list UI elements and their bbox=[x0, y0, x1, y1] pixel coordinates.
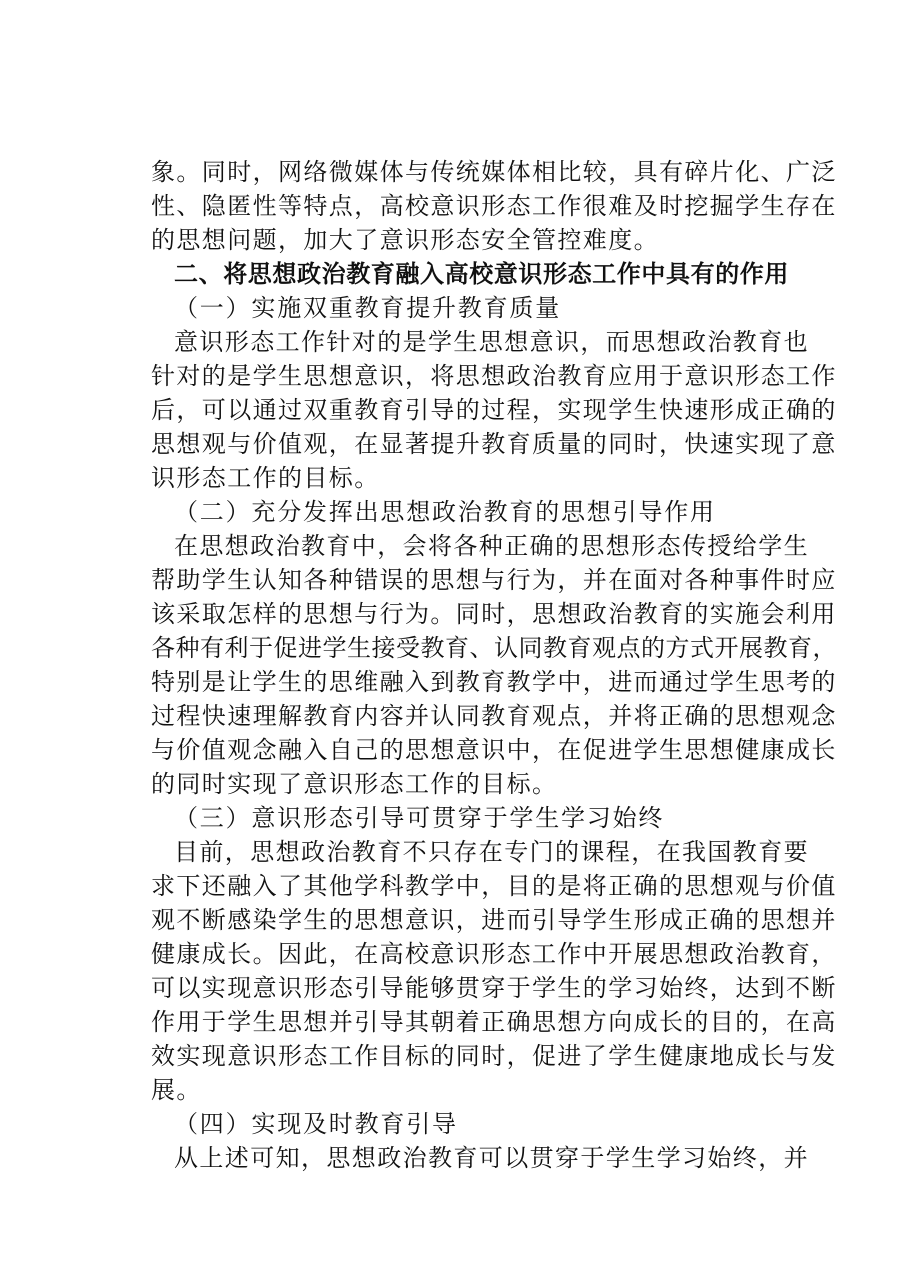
body-text-line: 后，可以通过双重教育引导的过程，实现学生快速形成正确的 bbox=[151, 396, 837, 424]
body-text-line: 可以实现意识形态引导能够贯穿于学生的学习始终，达到不断 bbox=[151, 974, 837, 1002]
body-text-line: 帮助学生认知各种错误的思想与行为，并在面对各种事件时应 bbox=[151, 566, 837, 594]
subsection-heading: （四）实现及时教育引导 bbox=[174, 1110, 458, 1138]
body-text-line: 识形态工作的目标。 bbox=[151, 464, 380, 492]
body-text-line: 展。 bbox=[151, 1076, 202, 1104]
body-text-line: 该采取怎样的思想与行为。同时，思想政治教育的实施会利用 bbox=[151, 600, 837, 628]
body-text-line: 健康成长。因此，在高校意识形态工作中开展思想政治教育， bbox=[151, 940, 837, 968]
body-text-line: 效实现意识形态工作目标的同时，促进了学生健康地成长与发 bbox=[151, 1042, 837, 1070]
body-text-line: 性、隐匿性等特点，高校意识形态工作很难及时挖掘学生存在 bbox=[151, 192, 837, 220]
body-text-line: 象。同时，网络微媒体与传统媒体相比较，具有碎片化、广泛 bbox=[151, 158, 837, 186]
body-text-line: 求下还融入了其他学科教学中，目的是将正确的思想观与价值 bbox=[151, 872, 837, 900]
body-text-line: 观不断感染学生的思想意识，进而引导学生形成正确的思想并 bbox=[151, 906, 837, 934]
section-heading: 二、将思想政治教育融入高校意识形态工作中具有的作用 bbox=[174, 259, 789, 288]
body-text-line: 从上述可知，思想政治教育可以贯穿于学生学习始终，并 bbox=[174, 1144, 809, 1172]
body-text-line: 的思想问题，加大了意识形态安全管控难度。 bbox=[151, 226, 659, 254]
body-text-line: 过程快速理解教育内容并认同教育观点，并将正确的思想观念 bbox=[151, 702, 837, 730]
subsection-heading: （二）充分发挥出思想政治教育的思想引导作用 bbox=[174, 498, 716, 526]
body-text-line: 意识形态工作针对的是学生思想意识，而思想政治教育也 bbox=[174, 328, 809, 356]
body-text-line: 在思想政治教育中，会将各种正确的思想形态传授给学生 bbox=[174, 532, 809, 560]
body-text-line: 作用于学生思想并引导其朝着正确思想方向成长的目的，在高 bbox=[151, 1008, 837, 1036]
body-text-line: 特别是让学生的思维融入到教育教学中，进而通过学生思考的 bbox=[151, 668, 837, 696]
body-text-line: 目前，思想政治教育不只存在专门的课程，在我国教育要 bbox=[174, 838, 809, 866]
body-text-line: 各种有利于促进学生接受教育、认同教育观点的方式开展教育， bbox=[151, 634, 837, 662]
subsection-heading: （三）意识形态引导可贯穿于学生学习始终 bbox=[174, 804, 665, 832]
body-text-line: 思想观与价值观，在显著提升教育质量的同时，快速实现了意 bbox=[151, 430, 837, 458]
body-text-line: 与价值观念融入自己的思想意识中，在促进学生思想健康成长 bbox=[151, 736, 837, 764]
subsection-heading: （一）实施双重教育提升教育质量 bbox=[174, 294, 561, 322]
body-text-line: 的同时实现了意识形态工作的目标。 bbox=[151, 770, 558, 798]
body-text-line: 针对的是学生思想意识，将思想政治教育应用于意识形态工作 bbox=[151, 362, 837, 390]
